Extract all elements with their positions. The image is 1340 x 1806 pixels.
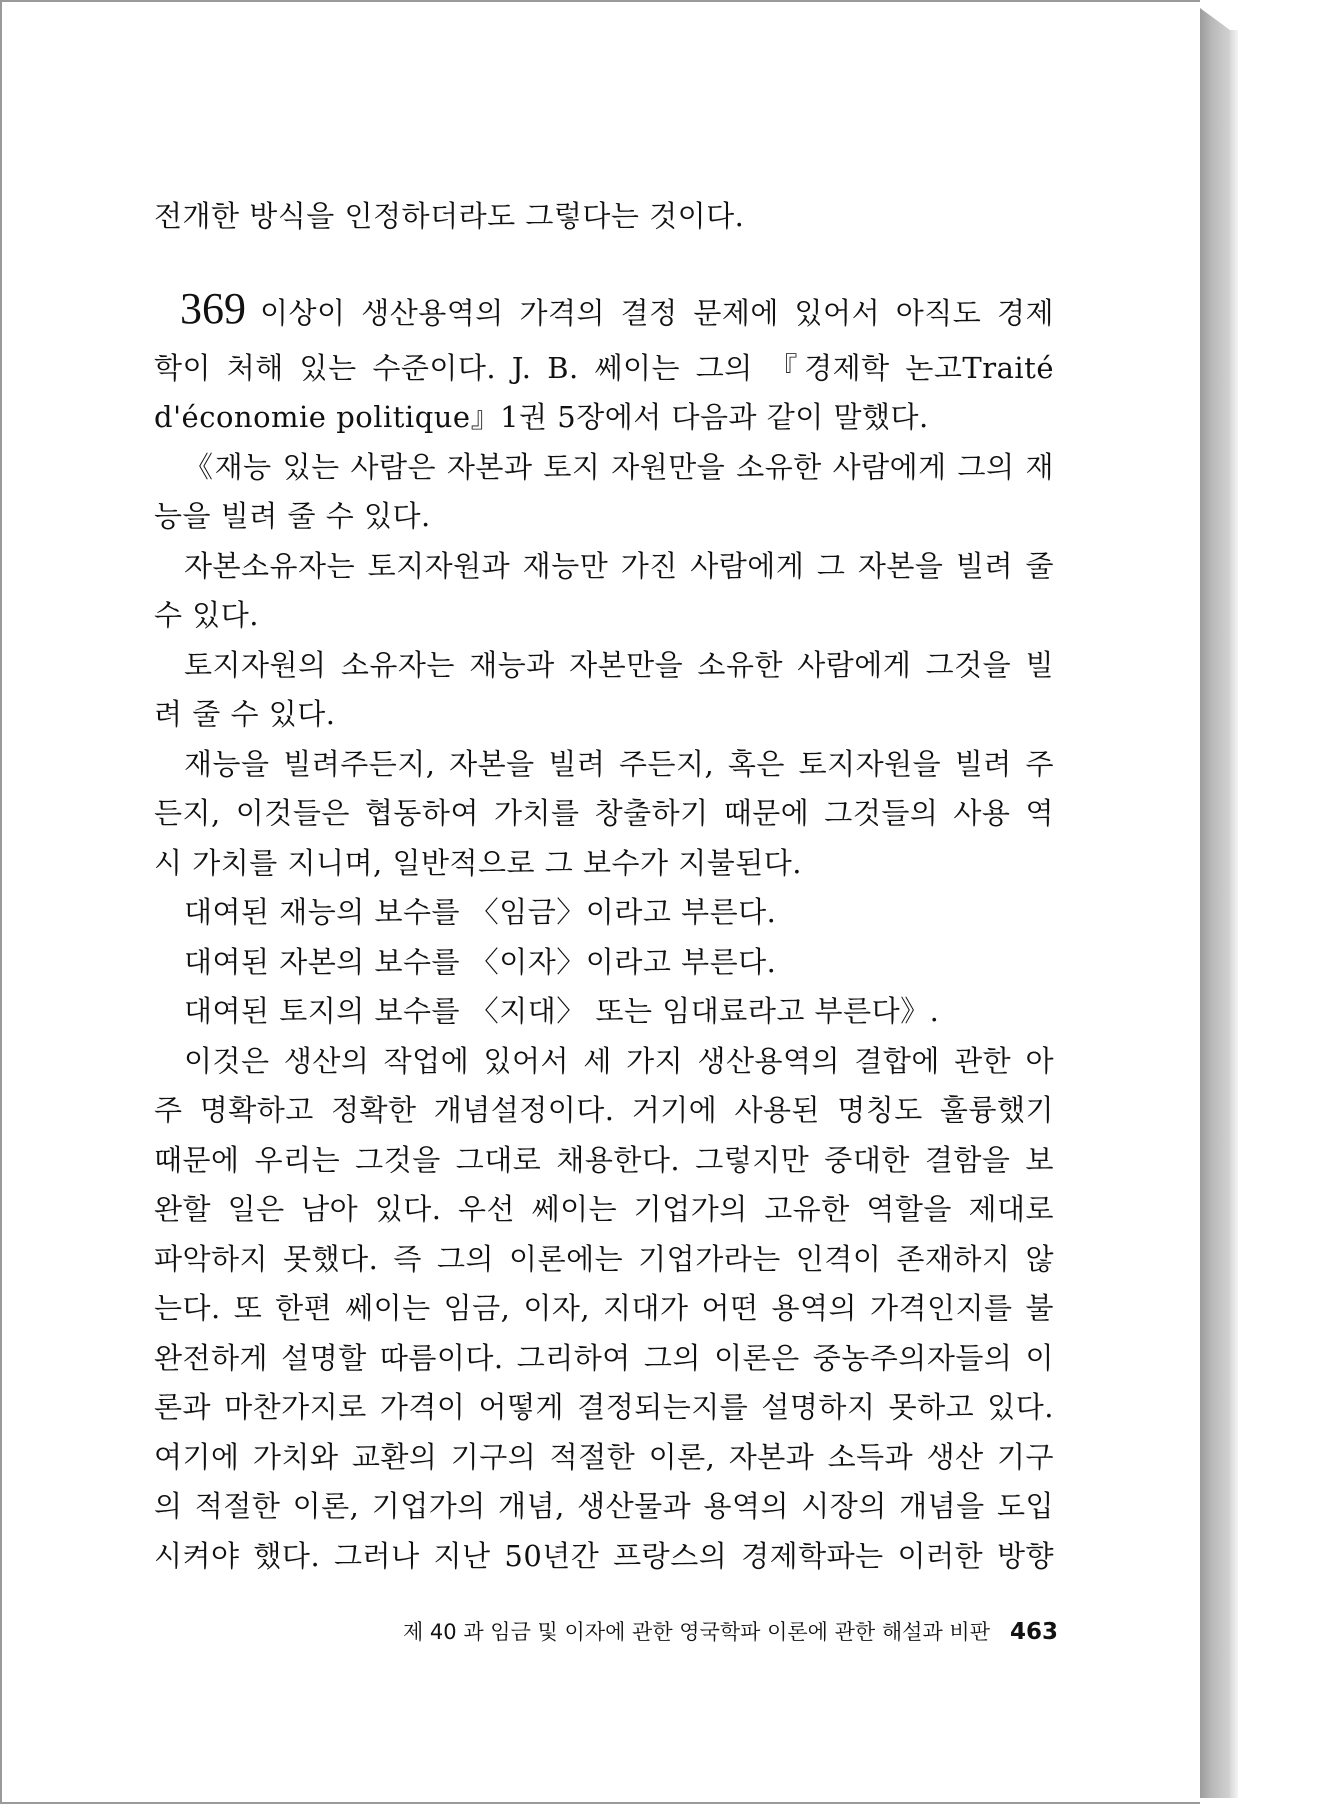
text-line: 토지자원의 소유자는 재능과 자본만을 소유한 사람에게 그것을 빌 [184,647,1054,682]
text-line: 의 적절한 이론, 기업가의 개념, 생산물과 용역의 시장의 개념을 도입 [154,1489,1054,1523]
page-number: 463 [1009,1619,1058,1645]
text-line: 는다. 또 한편 쎄이는 임금, 이자, 지대가 어떤 용역의 가격인지를 불 [154,1291,1054,1325]
text-line: 때문에 우리는 그것을 그대로 채용한다. 그렇지만 중대한 결함을 보 [154,1142,1054,1177]
text-line-with-number [154,278,1054,344]
text-line: d'économie politique』1권 5장에서 다음과 같이 말했다. [154,400,929,434]
text-line: 든지, 이것들은 협동하여 가치를 창출하기 때문에 그것들의 사용 역 [154,796,1054,830]
text-line: 대여된 자본의 보수를 〈이자〉이라고 부른다. [184,944,777,979]
text-line: 대여된 재능의 보수를 〈임금〉이라고 부른다. [184,895,777,929]
text-line: 전개한 방식을 인정하더라도 그렇다는 것이다. [154,199,745,233]
paragraph-gap [154,242,1054,278]
page-stack-edge [1200,8,1230,1798]
page-shadow [1230,30,1238,1798]
text-line: 파악하지 못했다. 즉 그의 이론에는 기업가라는 인격이 존재하지 않 [154,1241,1054,1276]
text-line: 시켜야 했다. 그러나 지난 50년간 프랑스의 경제학파는 이러한 방향 [154,1538,1054,1573]
text-line: 여기에 가치와 교환의 기구의 적절한 이론, 자본과 소득과 생산 기구 [154,1439,1054,1474]
text-line: 완할 일은 남아 있다. 우선 쎄이는 기업가의 고유한 역할을 제대로 [154,1192,1054,1226]
text-line: 시 가치를 지니며, 일반적으로 그 보수가 지불된다. [154,845,803,880]
text-line: 학이 처해 있는 수준이다. J. B. 쎄이는 그의 『경제학 논고Traité [154,350,1054,385]
chapter-title: 제 40 과 임금 및 이자에 관한 영국학파 이론에 관한 해설과 비판 [402,1620,990,1644]
paragraph-number: 369 [180,283,246,333]
text-line: 재능을 빌려주든지, 자본을 빌려 주든지, 혹은 토지자원을 빌려 주 [184,746,1054,781]
text-line: 려 줄 수 있다. [154,697,336,731]
text-line: 이것은 생산의 작업에 있어서 세 가지 생산용역의 결합에 관한 아 [184,1043,1054,1078]
text-line: 능을 빌려 줄 수 있다. [154,499,431,533]
text-line: 대여된 토지의 보수를 〈지대〉 또는 임대료라고 부른다》. [184,994,940,1028]
text-line: 론과 마찬가지로 가격이 어떻게 결정되는지를 설명하지 못하고 있다. [154,1390,1054,1424]
body-text [154,192,1054,1581]
text-line: 주 명확하고 정확한 개념설정이다. 거기에 사용된 명칭도 훌륭했기 [154,1093,1054,1127]
text-line: 자본소유자는 토지자원과 재능만 가진 사람에게 그 자본을 빌려 줄 [184,548,1054,583]
text-line: 《재능 있는 사람은 자본과 토지 자원만을 소유한 사람에게 그의 재 [184,449,1054,484]
text-line: 이상이 생산용역의 가격의 결정 문제에 있어서 아직도 경제 [260,295,1054,330]
running-footer [252,1616,1058,1646]
text-line: 수 있다. [154,598,259,632]
text-line: 완전하게 설명할 따름이다. 그리하여 그의 이론은 중농주의자들의 이 [154,1340,1054,1375]
